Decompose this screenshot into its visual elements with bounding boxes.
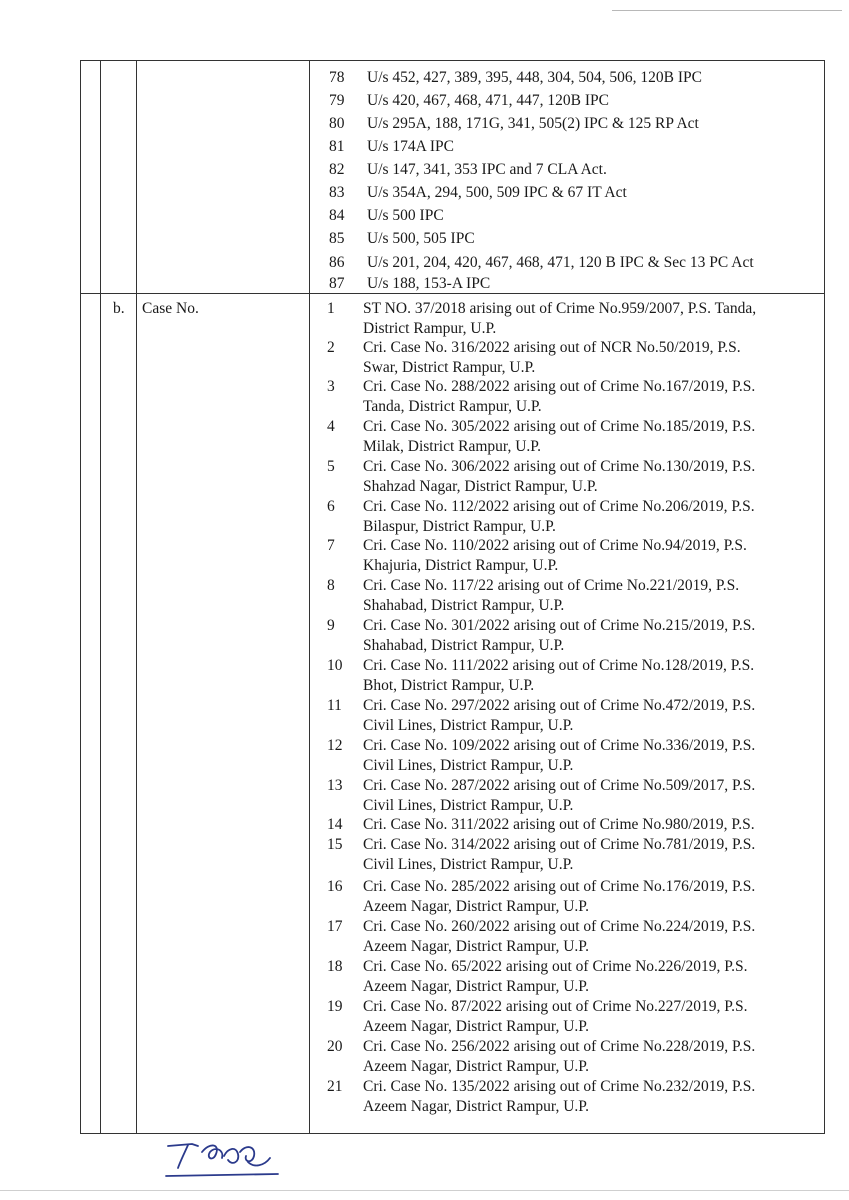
scan-edge-top <box>612 10 842 11</box>
row-number: 78 <box>329 69 345 86</box>
case-location: Swar, District Rampur, U.P. <box>363 359 536 376</box>
row-number: 84 <box>329 207 345 224</box>
case-location: Khajuria, District Rampur, U.P. <box>363 557 559 574</box>
case-description: Cri. Case No. 297/2022 arising out of Crime No.472/2019, P.S. <box>363 697 756 714</box>
case-description: Cri. Case No. 111/2022 arising out of Crime No.128/2019, P.S. <box>363 657 755 674</box>
case-number: 4 <box>327 418 335 435</box>
document-table <box>80 60 825 1134</box>
section-text: U/s 452, 427, 389, 395, 448, 304, 504, 506, 120B IPC <box>367 69 702 86</box>
row-number: 79 <box>329 92 345 109</box>
case-location: Civil Lines, District Rampur, U.P. <box>363 856 574 873</box>
section-text: U/s 500, 505 IPC <box>367 230 475 247</box>
case-number: 2 <box>327 339 335 356</box>
section-text: U/s 188, 153-A IPC <box>367 275 491 292</box>
case-location: Bilaspur, District Rampur, U.P. <box>363 518 556 535</box>
table-column-divider <box>136 60 137 1134</box>
row-number: 85 <box>329 230 345 247</box>
case-location: Shahabad, District Rampur, U.P. <box>363 637 565 654</box>
case-no-label: Case No. <box>142 300 199 317</box>
case-number: 3 <box>327 378 335 395</box>
case-number: 20 <box>327 1038 343 1055</box>
row-number: 80 <box>329 115 345 132</box>
case-location: Azeem Nagar, District Rampur, U.P. <box>363 1058 590 1075</box>
section-text: U/s 201, 204, 420, 467, 468, 471, 120 B IPC & Sec 13 PC Act <box>367 254 754 271</box>
section-text: U/s 174A IPC <box>367 138 454 155</box>
case-number: 14 <box>327 816 343 833</box>
scan-edge-bottom <box>0 1190 849 1191</box>
case-location: Civil Lines, District Rampur, U.P. <box>363 797 574 814</box>
row-number: 87 <box>329 275 345 292</box>
case-number: 7 <box>327 537 335 554</box>
case-number: 12 <box>327 737 343 754</box>
case-description: Cri. Case No. 285/2022 arising out of Crime No.176/2019, P.S. <box>363 878 756 895</box>
case-location: Milak, District Rampur, U.P. <box>363 438 542 455</box>
case-description: Cri. Case No. 110/2022 arising out of Crime No.94/2019, P.S. <box>363 537 747 554</box>
case-description: Cri. Case No. 305/2022 arising out of Crime No.185/2019, P.S. <box>363 418 756 435</box>
case-description: Cri. Case No. 260/2022 arising out of Crime No.224/2019, P.S. <box>363 918 756 935</box>
case-description: Cri. Case No. 306/2022 arising out of Crime No.130/2019, P.S. <box>363 458 756 475</box>
case-location: Azeem Nagar, District Rampur, U.P. <box>363 1018 590 1035</box>
case-number: 15 <box>327 836 343 853</box>
case-description: ST NO. 37/2018 arising out of Crime No.959/2007, P.S. Tanda, <box>363 300 757 317</box>
case-location: Civil Lines, District Rampur, U.P. <box>363 717 574 734</box>
case-description: Cri. Case No. 87/2022 arising out of Crime No.227/2019, P.S. <box>363 998 748 1015</box>
case-description: Cri. Case No. 135/2022 arising out of Crime No.232/2019, P.S. <box>363 1078 756 1095</box>
case-number: 8 <box>327 577 335 594</box>
case-number: 11 <box>327 697 342 714</box>
section-text: U/s 500 IPC <box>367 207 444 224</box>
case-number: 19 <box>327 998 343 1015</box>
section-text: U/s 420, 467, 468, 471, 447, 120B IPC <box>367 92 609 109</box>
case-location: Tanda, District Rampur, U.P. <box>363 398 542 415</box>
case-description: Cri. Case No. 288/2022 arising out of Crime No.167/2019, P.S. <box>363 378 756 395</box>
case-description: Cri. Case No. 256/2022 arising out of Crime No.228/2019, P.S. <box>363 1038 756 1055</box>
case-description: Cri. Case No. 316/2022 arising out of NCR No.50/2019, P.S. <box>363 339 741 356</box>
case-location: Azeem Nagar, District Rampur, U.P. <box>363 898 590 915</box>
case-number: 13 <box>327 777 343 794</box>
case-number: 21 <box>327 1078 343 1095</box>
case-location: Azeem Nagar, District Rampur, U.P. <box>363 978 590 995</box>
table-column-divider <box>100 60 101 1134</box>
case-location: Bhot, District Rampur, U.P. <box>363 677 535 694</box>
section-text: U/s 295A, 188, 171G, 341, 505(2) IPC & 125 RP Act <box>367 115 699 132</box>
table-column-divider <box>309 60 310 1134</box>
case-description: Cri. Case No. 65/2022 arising out of Crime No.226/2019, P.S. <box>363 958 748 975</box>
section-text: U/s 147, 341, 353 IPC and 7 CLA Act. <box>367 161 607 178</box>
case-description: Cri. Case No. 301/2022 arising out of Crime No.215/2019, P.S. <box>363 617 756 634</box>
row-number: 86 <box>329 254 345 271</box>
case-location: District Rampur, U.P. <box>363 320 497 337</box>
case-description: Cri. Case No. 314/2022 arising out of Crime No.781/2019, P.S. <box>363 836 756 853</box>
case-number: 18 <box>327 958 343 975</box>
case-description: Cri. Case No. 287/2022 arising out of Crime No.509/2017, P.S. <box>363 777 756 794</box>
case-number: 10 <box>327 657 343 674</box>
case-number: 5 <box>327 458 335 475</box>
table-border-left <box>80 60 81 1134</box>
case-description: Cri. Case No. 117/22 arising out of Crime No.221/2019, P.S. <box>363 577 740 594</box>
case-location: Azeem Nagar, District Rampur, U.P. <box>363 1098 590 1115</box>
case-location: Azeem Nagar, District Rampur, U.P. <box>363 938 590 955</box>
case-description: Cri. Case No. 311/2022 arising out of Crime No.980/2019, P.S. <box>363 816 755 833</box>
case-description: Cri. Case No. 112/2022 arising out of Crime No.206/2019, P.S. <box>363 498 755 515</box>
case-location: Shahzad Nagar, District Rampur, U.P. <box>363 478 598 495</box>
case-location: Shahabad, District Rampur, U.P. <box>363 597 565 614</box>
row-number: 82 <box>329 161 345 178</box>
section-text: U/s 354A, 294, 500, 509 IPC & 67 IT Act <box>367 184 627 201</box>
case-location: Civil Lines, District Rampur, U.P. <box>363 757 574 774</box>
table-border-right <box>824 60 825 1134</box>
case-number: 16 <box>327 878 343 895</box>
row-number: 83 <box>329 184 345 201</box>
case-number: 17 <box>327 918 343 935</box>
case-number: 1 <box>327 300 335 317</box>
signature-initials <box>158 1132 308 1180</box>
case-description: Cri. Case No. 109/2022 arising out of Crime No.336/2019, P.S. <box>363 737 756 754</box>
case-number: 9 <box>327 617 335 634</box>
case-number: 6 <box>327 498 335 515</box>
section-b-marker: b. <box>113 300 125 317</box>
table-border-top <box>80 60 825 61</box>
row-number: 81 <box>329 138 345 155</box>
